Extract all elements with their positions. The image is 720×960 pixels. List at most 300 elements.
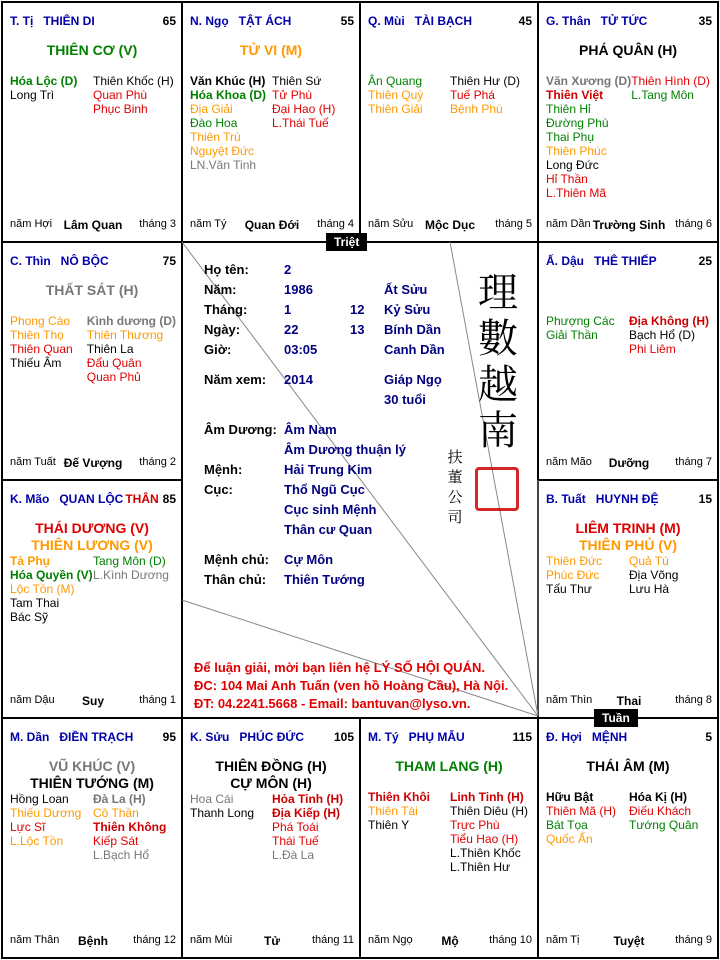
minor-star: Hóa Kị (H) [629,790,687,804]
minor-star: Ân Quang [368,74,423,88]
calligraphy: 理數越南 [478,270,518,454]
palace-cell-ty [360,718,538,958]
minor-star: Bệnh Phù [450,102,503,116]
life-stage: Thai [616,694,642,708]
minor-star: Long Trì [10,88,55,102]
minor-stars [546,314,712,356]
triet-tag: Triệt [326,233,367,251]
main-star: THAM LANG (H) [395,758,503,774]
minor-stars [546,790,712,846]
palace-footer [368,934,532,948]
year-branch: năm Thân [10,934,60,946]
age-value: 30 tuổi [384,392,426,407]
life-stage: Bệnh [78,934,108,948]
minor-star: Nguyệt Đức [190,144,255,158]
minor-star: Quả Tú [629,554,669,568]
life-stage: Suy [81,694,104,708]
month-can: Kỷ Sửu [384,302,431,317]
decade-number: 75 [162,254,176,268]
palace-header [10,14,176,30]
main-star: THÁI DƯƠNG (V) [35,520,149,536]
star-column-left [546,790,629,846]
month-label: tháng 5 [495,218,532,230]
minor-star: Hóa Khoa (D) [190,88,266,102]
palace-header [546,730,712,746]
decade-number: 15 [698,492,712,506]
decade-number: 85 [162,492,176,506]
minor-star: L.Tang Môn [631,88,694,102]
minor-stars [546,554,712,596]
year-branch: năm Dậu [10,694,55,706]
minor-star: Đường Phù [546,116,609,130]
palace-cell-dau [538,242,718,480]
heavenly-stem: B. Tuất [546,492,586,506]
day-value: 22 [284,322,299,337]
tuan-tag: Tuần [594,709,638,727]
palace-cell-mao [2,480,182,718]
minor-star: Thanh Long [190,806,255,820]
main-star: THÁI ÂM (M) [586,758,670,774]
minor-star: Cô Thần [93,806,139,820]
year-label: Năm: [204,282,237,297]
main-stars [2,758,182,792]
menh-value: Hải Trung Kim [284,462,373,477]
hour-label: Giờ: [204,342,232,357]
month-label: tháng 7 [675,456,712,468]
name-label: Họ tên: [204,262,249,277]
minor-star: Thiên La [86,342,134,356]
heavenly-stem: K. Mão [10,492,50,506]
heavenly-stem: K. Sửu [190,730,230,744]
star-column-right [272,74,354,172]
cuc-value: Thổ Ngũ Cục [284,482,365,497]
minor-star: Thiếu Âm [10,356,62,370]
star-column-right [629,554,712,596]
main-star: THẤT SÁT (H) [45,282,139,298]
minor-star: Kình dương (D) [86,314,176,328]
palace-header [190,14,354,30]
minor-star: Phượng Các [546,314,615,328]
minor-star: Điếu Khách [629,804,692,818]
month-label: tháng 11 [311,934,354,946]
seal-text: 扶董公司 [447,448,463,526]
minor-star: Thiên Mã (H) [546,804,617,818]
star-column-right [631,74,712,200]
minor-stars [10,314,176,384]
palace-footer [546,218,712,232]
heavenly-stem: N. Ngọ [190,14,229,28]
minor-star: L.Thái Tuế [272,116,329,130]
palace-name: TÀI BẠCH [414,14,472,28]
cuc-value-2: Cục sinh Mệnh [284,502,377,517]
minor-star: Tướng Quân [629,818,699,832]
hour-value: 03:05 [284,342,318,357]
decade-number: 55 [340,14,354,28]
palace-footer [546,934,712,948]
minor-star: Tam Thai [10,596,60,610]
heavenly-stem: Ấ. Dậu [546,254,585,268]
minor-star: Quan Phù [93,88,148,102]
palace-footer [368,218,532,232]
minor-star: Thiên Đức [546,554,603,568]
contact-phone-email: ĐT: 04.2241.5668 - Email: bantuvan@lyso.vn. [194,696,471,711]
minor-star: Đại Hao (H) [272,102,336,116]
view-year-value: 2014 [284,372,313,387]
star-column-right [87,314,176,384]
decade-number: 35 [698,14,712,28]
minor-star: Tang Môn (D) [93,554,166,568]
palace-cell-thin [2,242,182,480]
minor-star: Hóa Lộc (D) [10,74,78,88]
month-label: tháng 10 [489,934,532,946]
palace-header [190,730,354,746]
minor-star: Hoa Cái [190,792,234,806]
minor-star: Hóa Quyền (V) [10,568,93,582]
amduong-label: Âm Dương: [204,422,277,437]
day-label: Ngày: [204,322,241,337]
minor-star: Phá Toái [272,820,319,834]
main-star: VŨ KHÚC (V) [48,758,136,774]
month-lunar: 12 [350,302,365,317]
life-stage: Tử [263,934,281,948]
decade-number: 65 [162,14,176,28]
main-star: CỰ MÔN (H) [230,775,312,791]
palace-name: THÊ THIẾP [594,254,657,268]
palace-header [368,730,532,746]
minor-star: Thiên Quan [10,342,73,356]
minor-stars [190,74,354,172]
palace-footer [190,934,354,948]
month-label: tháng 9 [675,934,712,946]
minor-star: L.Lộc Tồn [10,834,64,848]
menhchu-value: Cự Môn [284,552,334,567]
year-branch: năm Mão [546,456,592,468]
heavenly-stem: Q. Mùi [368,14,405,28]
minor-star: Địa Võng [629,568,679,582]
main-stars [538,758,718,775]
minor-star: Đẩu Quân [86,356,142,370]
main-star: PHÁ QUÂN (H) [579,42,677,58]
month-label: tháng 4 [317,218,354,230]
day-can: Bính Dần [384,322,442,337]
star-column-left [190,792,272,862]
minor-stars [10,74,176,116]
month-label: tháng 8 [675,694,712,706]
minor-star: Phúc Đức [546,568,600,582]
thanchu-value: Thiên Tướng [284,572,365,587]
minor-star: Thiên Không [93,820,167,834]
view-year-label: Năm xem: [204,372,267,387]
star-column-left [10,74,93,116]
month-label: tháng 2 [139,456,176,468]
year-can: Ất Sửu [384,282,428,297]
year-branch: năm Mùi [190,934,233,946]
palace-cell-suu [182,718,360,958]
palace-name: THIÊN DI [43,14,95,28]
year-branch: năm Thìn [546,694,593,706]
minor-star: Lực Sĩ [10,820,46,834]
palace-name: NÔ BỘC [60,254,109,268]
main-stars [2,42,182,59]
year-value: 1986 [284,282,313,297]
minor-star: Thiên Trù [190,130,241,144]
palace-header [10,254,176,270]
decade-number: 105 [333,730,354,744]
palace-name: QUAN LỘC [59,492,124,506]
year-branch: năm Hợi [10,218,53,230]
minor-star: Lưu Hà [629,582,670,596]
palace-cell-dan [2,718,182,958]
palace-header [10,730,176,746]
month-value: 1 [284,302,292,317]
star-column-left [546,74,631,200]
minor-star: Kiếp Sát [93,834,139,848]
cuc-label: Cục: [204,482,233,497]
minor-star: Thiên Hư (D) [450,74,521,88]
life-stage: Quan Đới [244,218,300,232]
palace-footer [10,934,176,948]
minor-star: Thiên Khôi [368,790,430,804]
palace-name: PHÚC ĐỨC [239,730,304,744]
minor-star: Long Đức [546,158,599,172]
amduong-value: Âm Nam [284,422,337,437]
life-stage: Dưỡng [608,456,650,470]
minor-star: Thiên Sứ [272,74,322,88]
main-star: THIÊN LƯƠNG (V) [31,537,153,553]
main-stars [182,42,360,59]
decade-number: 115 [512,730,532,744]
star-column-right [93,554,176,624]
main-stars [538,520,718,554]
star-column-left [10,554,93,624]
minor-star: Phong Cáo [10,314,71,328]
palace-cell-ngo [182,2,360,242]
heavenly-stem: Đ. Hợi [546,730,582,744]
view-year-can: Giáp Ngọ [384,372,442,387]
palace-cell-mui [360,2,538,242]
minor-star: Quan Phủ [86,370,141,384]
minor-star: Phục Binh [93,102,148,116]
minor-star: Tử Phù [272,88,313,102]
hour-can: Canh Dần [384,342,445,357]
minor-star: Hồng Loan [10,792,69,806]
contact-line-1: Để luận giải, mời bạn liên hệ LÝ SỐ HỘI QUÁN. [194,660,485,675]
day-lunar: 13 [350,322,365,337]
life-stage: Đế Vượng [63,456,123,470]
minor-star: Quốc Ấn [546,832,593,846]
life-stage: Lâm Quan [63,218,123,232]
life-stage: Mộ [441,934,459,948]
minor-star: Thiên Thương [86,328,164,342]
minor-star: Thiên Tài [368,804,418,818]
palace-cell-ti [2,2,182,242]
palace-header [10,492,176,508]
star-column-right [450,74,532,116]
star-column-left [10,792,93,862]
star-column-left [546,554,629,596]
menhchu-label: Mệnh chủ: [204,552,269,567]
star-column-right [629,314,712,356]
star-column-left [368,74,450,116]
minor-star: Địa Kiếp (H) [272,806,341,820]
heavenly-stem: C. Thìn [10,254,51,268]
year-branch: năm Tị [546,934,580,946]
minor-star: Phi Liêm [629,342,676,356]
minor-star: Trực Phù [450,818,500,832]
palace-cell-tuat [538,480,718,718]
month-label: tháng 3 [139,218,176,230]
minor-star: Hỏa Tinh (H) [272,792,344,806]
main-stars [538,42,718,59]
star-column-right [629,790,712,846]
minor-star: Bạch Hổ (D) [629,328,696,342]
star-column-right [272,792,354,862]
palace-name: TỬ TỨC [600,14,648,28]
minor-star: Thiên Phúc [546,144,607,158]
palace-footer [546,694,712,708]
year-branch: năm Tý [190,218,227,230]
palace-header [368,14,532,30]
year-branch: năm Sửu [368,218,414,230]
palace-name: ĐIỀN TRẠCH [59,730,134,744]
main-stars [182,758,360,792]
life-stage: Mộc Dục [424,218,475,232]
year-branch: năm Tuất [10,456,56,468]
minor-stars [368,74,532,116]
year-branch: năm Dần [546,218,591,230]
amduong-value-2: Âm Dương thuận lý [284,442,406,457]
palace-footer [10,694,176,708]
month-label: tháng 6 [675,218,712,230]
menh-label: Mệnh: [204,462,243,477]
minor-star: Thiên Y [368,818,410,832]
palace-footer [10,456,176,470]
main-star: TỬ VI (M) [239,42,303,58]
name-value: 2 [284,262,292,277]
decade-number: 25 [698,254,712,268]
life-stage: Tuyệt [613,934,645,948]
minor-star: Địa Giải [190,102,233,116]
star-column-right [93,74,176,116]
minor-stars [10,792,176,862]
minor-star: L.Kình Dương [93,568,169,582]
minor-star: Thái Tuế [272,834,319,848]
minor-star: LN.Văn Tinh [190,158,257,172]
minor-stars [368,790,532,874]
palace-name: MỆNH [591,730,628,744]
minor-star: Hỉ Thần [546,172,588,186]
star-column-left [10,314,87,384]
minor-star: L.Đà La [272,848,315,862]
star-column-left [546,314,629,356]
palace-cell-than [538,2,718,242]
decade-number: 95 [162,730,176,744]
minor-stars [546,74,712,200]
life-stage: Trường Sinh [592,218,666,232]
minor-star: Lộc Tồn (M) [10,582,75,596]
year-branch: năm Ngọ [368,934,413,946]
minor-stars [10,554,176,624]
decade-number: 5 [705,730,712,744]
center-info [182,242,538,718]
heavenly-stem: G. Thân [546,14,591,28]
red-seal-icon [475,467,519,511]
main-star: THIÊN PHỦ (V) [579,537,677,553]
minor-star: Tuế Phá [450,88,495,102]
minor-star: L.Thiên Khốc [450,846,521,860]
minor-star: Bác Sỹ [10,610,49,624]
minor-star: Địa Không (H) [629,314,709,328]
minor-star: Bát Tọa [546,818,588,832]
minor-star: Văn Khúc (H) [190,74,266,88]
main-stars [2,520,182,554]
main-star: THIÊN ĐỒNG (H) [215,758,327,774]
palace-header [546,492,712,508]
minor-star: Tả Phụ [10,554,51,568]
main-star: THIÊN TƯỚNG (M) [30,775,154,791]
palace-cell-hoi [538,718,718,958]
month-label: tháng 1 [139,694,176,706]
star-column-left [190,74,272,172]
minor-star: Đào Hoa [190,116,238,130]
minor-star: Giải Thần [546,328,598,342]
minor-star: Tấu Thư [546,582,592,596]
minor-star: L.Thiên Mã [546,186,607,200]
minor-star: Linh Tinh (H) [450,790,524,804]
minor-star: Thiên Giải [368,102,423,116]
main-stars [360,758,538,775]
month-label: Tháng: [204,302,248,317]
minor-star: Tiểu Hao (H) [450,832,519,846]
heavenly-stem: M. Dần [10,730,50,744]
palace-name: TẬT ÁCH [238,14,292,28]
heavenly-stem: M. Tý [368,730,399,744]
palace-header [546,254,712,270]
minor-stars [190,792,354,862]
palace-footer [190,218,354,232]
minor-star: Thiếu Dương [10,806,82,820]
cuc-value-3: Thân cư Quan [284,522,373,537]
minor-star: Thai Phụ [546,130,595,144]
heavenly-stem: T. Tị [10,14,34,28]
thanchu-label: Thân chủ: [204,572,267,587]
minor-star: Văn Xương (D) [546,74,632,88]
minor-star: Thiên Hình (D) [631,74,710,88]
decade-number: 45 [518,14,532,28]
palace-footer [10,218,176,232]
minor-star: Thiên Khốc (H) [93,74,174,88]
minor-star: Thiên Thọ [10,328,64,342]
minor-star: L.Thiên Hư [450,860,511,874]
minor-star: Đà La (H) [93,792,146,806]
palace-footer [546,456,712,470]
star-column-right [93,792,176,862]
minor-star: Thiên Hỉ [546,102,591,116]
palace-name: HUYNH ĐỆ [595,492,659,506]
minor-star: Thiên Việt [546,88,604,102]
minor-star: Hữu Bật [546,790,594,804]
star-column-left [368,790,450,874]
main-stars [2,282,182,299]
minor-star: L.Bạch Hổ [93,848,150,862]
minor-star: Thiên Quý [368,88,424,102]
than-marker: THÂN [125,492,159,506]
month-label: tháng 12 [133,934,176,946]
palace-name: PHỤ MẪU [408,730,465,744]
main-star: LIÊM TRINH (M) [575,520,681,536]
contact-address: ĐC: 104 Mai Anh Tuấn (ven hồ Hoàng Cầu), Hà Nội. [194,678,509,693]
minor-star: Thiên Diêu (H) [450,804,529,818]
